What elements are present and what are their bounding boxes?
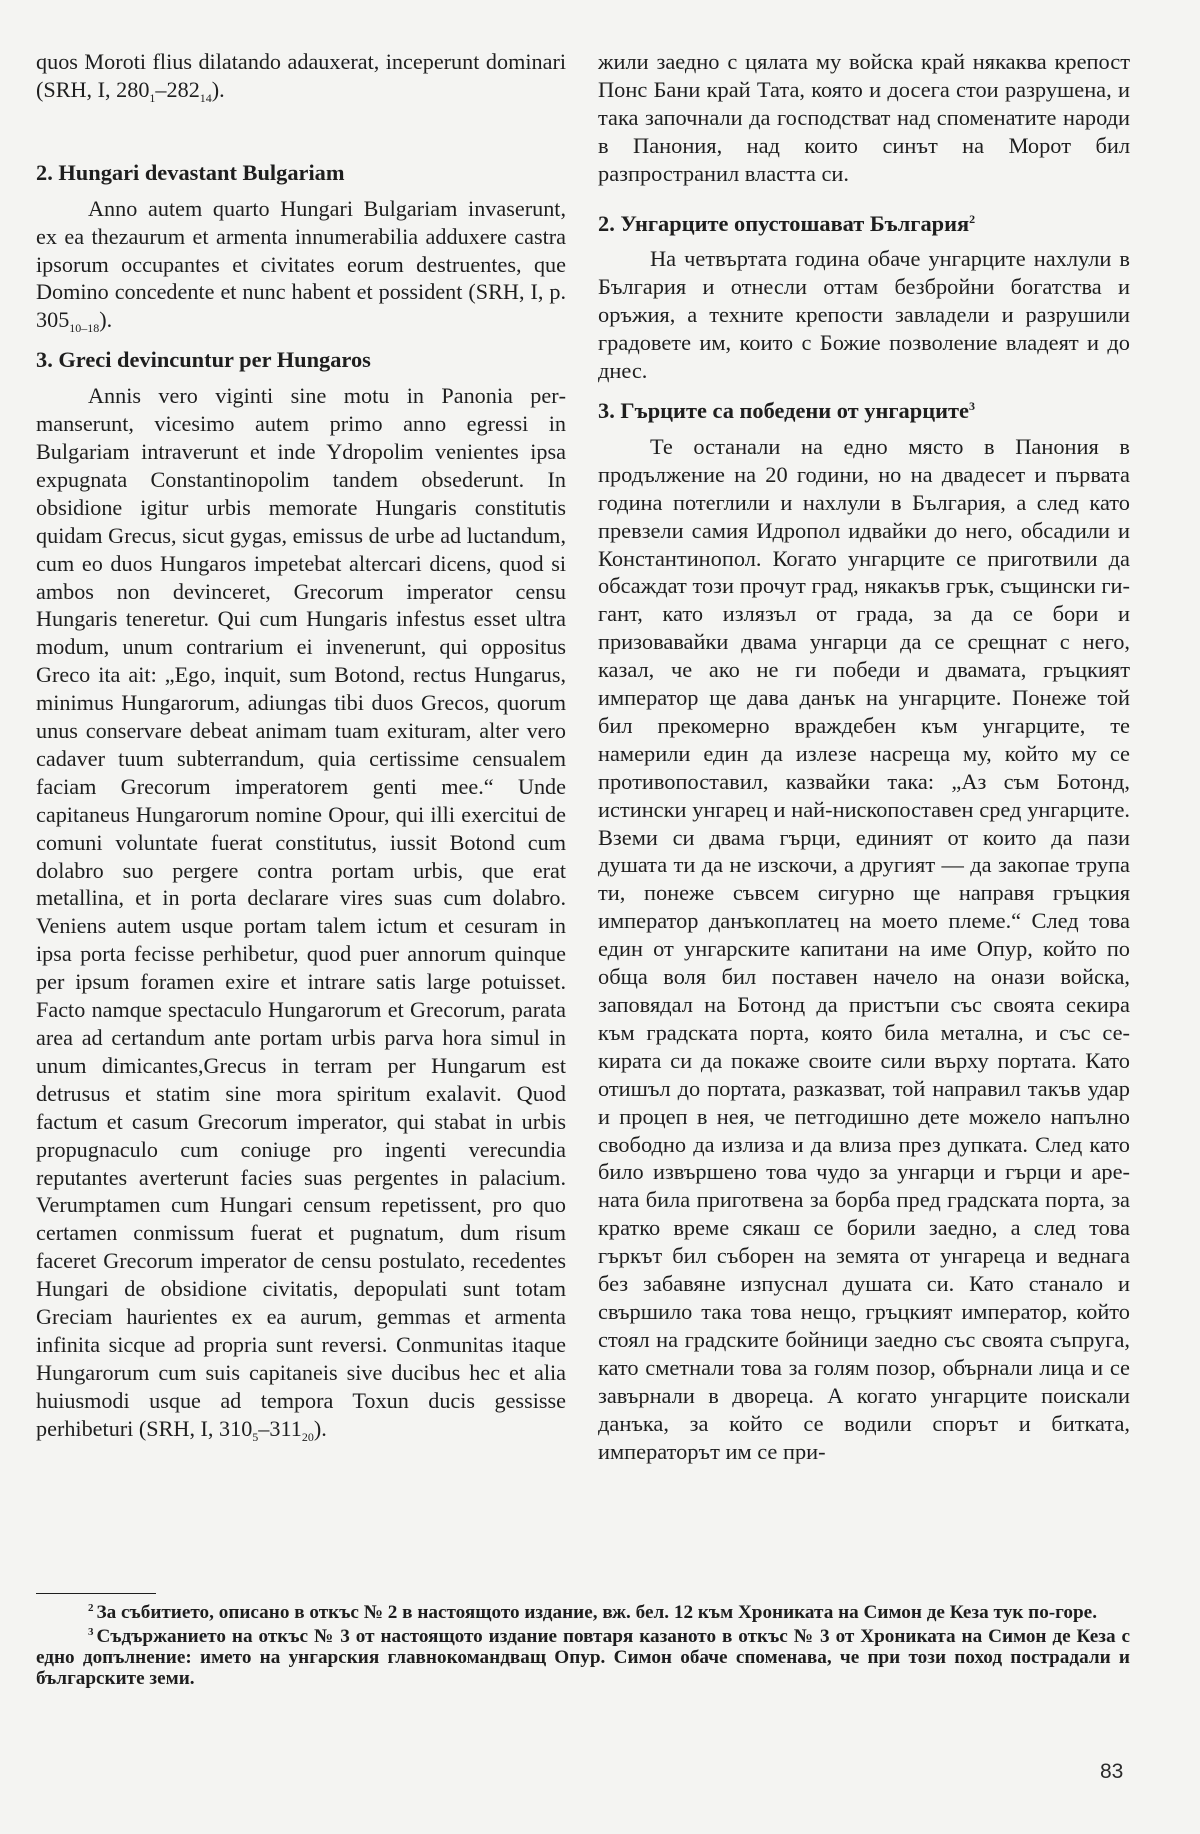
- text-run: ).: [313, 1415, 327, 1441]
- footnote-ref[interactable]: 2: [969, 211, 976, 226]
- text-run: Annis vero viginti sine motu in Panonia permanserunt, vicesimo autem primo anno egressi in Bulgariam intraverunt et inde Ydropolim venientes ipsa expugnata Constantinopolim tandem obsederunt. In obsidione igitur urbis memorate Hungaris constitutis quidam Grecus, sicut gygas, emissus de urbe ad luctandum, cum eo duos Hungaros impetebat altercari dicens, quod si ambos non devinceret, Grecorum imperator censu Hungaris teneretur. Qui cum Hungaris infestus esset ultra modum, unum contrarium ei invenerunt, qui oppositus Greco ita ait: „Ego, inquit, sum Botond, rectus Hungarus, minimus Hungarorum, adiungas tibi duos Grecos, quorum unus conservare debeat animam tuam exituram, alter vero cadaver tuum subterrandum, quia certissime censualem faciam Grecorum imperatorem genti mee.“ Unde capitaneus Hungarorum nomine Opour, qui illi exercitui de comuni voluntate fuerat constitutus, iussit Botond cum dolabro suo pergere contra portam urbis, que erat metallina, et in porta declarare vires suas cum dolabro. Veniens autem usque portam talem ictum et cesuram in ipsa porta fecisse perhibetur, quod puer annorum quinque per ipsum foramen exire et intrare satis large potuisset. Facto namque spectaculo Hungarorum et Grecorum, parata area ad certandum ante portam urbis parva hora simul in unum dimicantes,Grecus in terram per Hungarum est detrusus et statim sine mora spiritum exalavit. Quod factum et casum Grecorum imperator, qui stabat in urbis propugnaculo cum coniuge pro ingenti verecundia reputantes averterunt facies suas pergentes in palacium. Verumptamen cum Hungari censum repetissent, pro quo certamen conmissum fuerat et pugnatum, dum risum faceret Grecorum imperator de censu postulato, recedentes Hungari de obsidione civitatis, depopulati sunt totam Greciam haurientes ex ea aurum, gemmas et armenta infinita sicque ad propria sunt reversi. Conmunitas itaque Hungarorum cum suis capitaneis sive ducibus hec et alia huiusmodi usque ad tempora Toxun ducis gessisse perhibeturi (SRH, I, 310: [36, 383, 566, 1441]
- line-ref-subscript: 1: [149, 90, 156, 105]
- bulgarian-section-3-paragraph: Те останали на едно място в Панония в продължение на 20 години, но на двадесет и първата година потеглили и нахлули в България, а след като превзели самия Идропол идвайки до него, обсадили и Константинопол. Когато унгарците се приготвили да обсаждат този прочут град, някакъв грък, същински гигант, като излязъл от града, за да се бори и призовавайки двама унгарци да се срещнат с него, казал, че ако не ги победи и двамата, гръцкият император ще дава данък на унгарците. Понеже той бил прекомерно враждебен към унгарците, те намерили един да излезе насреща му, който му се противопоставил, казвайки така: „Аз съм Ботонд, истински унгарец и най-нископоставен сред унгарците. Вземи си двама гърци, единият от които да пази душата ти да не изскочи, а другият — да закопае трупа ти, понеже съвсем сигурно ще направя гръцкия император данъкоплатец на моето племе.“ След това един от унгарските капитани на име Опур, който по обща воля бил поставен начело на онази войска, заповядал на Ботонд да пристъпи със своята секира към градската порта, която била метална, и със секирата си да покаже своите сили върху портата. Като отишъл до портата, разказват, той направил такъв удар и процеп в нея, че петгодишно дете можело напълно свободно да излиза и да влиза през дупката. След като било извършено това чудо за унгарци и гърци и арената била приготвена за борба пред градската порта, за кратко време сякаш се борили заедно, а след това гъркът бил съборен на земята от унгареца и веднага без забавяне изпуснал душата си. Като станало и свършило така това нещо, гръцкият император, който стоял на градските бойници заедно със своята съпруга, като сметнали това за голям позор, обърнали лица и се завърнали в двореца. А когато унгарците поискали данъка, за който се водили спорът и битката, императорът им се при-: [598, 433, 1130, 1464]
- latin-section-2-paragraph: [36, 195, 566, 335]
- bulgarian-intro-paragraph: жили заедно с цялата му войска край някаква крепост Понс Бани край Тата, която и досега стои разрушена, и така започнали да господстват над споменатите народи в Панония, над които синът на Морот бил разпространил властта си.: [598, 49, 1130, 186]
- footnote-ref[interactable]: 3: [968, 398, 975, 413]
- footnote-text: За събитието, описано в откъс № 2 в настоящото издание, вж. бел. 12 към Хрониката на Симон де Кеза тук по-горе.: [96, 1602, 1097, 1623]
- text-run: Anno autem quarto Hungari Bulgariam invaserunt, ex ea thezaurum et armenta innumerabilia adduxere castra ipsorum occupantes et civitates eorum destruentes, que Domino concedente et nunc habent et possident (SRH, I, p. 305: [36, 195, 566, 333]
- heading-text: 3. Гърците са победени от унгарците: [598, 397, 969, 423]
- bulgarian-section-3-heading: [598, 397, 1130, 425]
- footnote-mark: 3: [88, 1626, 94, 1638]
- line-ref-subscript: 14: [199, 90, 212, 105]
- footnotes: [36, 1593, 1130, 1692]
- footnote-3: [36, 1626, 1130, 1689]
- page-number: 83: [1100, 1760, 1124, 1783]
- footnote-text: Съдържанието на откъс № 3 от настоящото издание повтаря казаното в откъс № 3 от Хрониката на Симон де Кеза с едно допълнение: името на унгарския главнокомандващ Опур. Симон обаче споменава, че при този поход пострадали и българските земи.: [36, 1626, 1130, 1689]
- footnote-mark: 2: [88, 1602, 94, 1614]
- latin-section-2-heading: 2. Hungari devastant Bulgariam: [36, 159, 345, 185]
- footnote-2: [36, 1602, 1130, 1623]
- line-ref-subscript: 5: [252, 1429, 259, 1444]
- line-ref-subscript: 20: [301, 1429, 314, 1444]
- footnote-divider: [36, 1593, 156, 1594]
- latin-section-3-heading: 3. Greci devincuntur per Hungaros: [36, 347, 371, 373]
- line-ref-subscript: 10–18: [69, 321, 100, 336]
- bulgarian-section-2-paragraph: На четвъртата година обаче унгарците нахлули в България и отнесли оттам безбройни богатства и оръжия, а техните крепости завладели и разрушили градовете им, които с Божие позволение владеят и до днес.: [598, 246, 1130, 384]
- text-run: quos Moroti flius dilatando adauxerat, inceperunt dominari (SRH, I, 280: [36, 49, 566, 102]
- text-run: ).: [99, 307, 113, 333]
- latin-section-3-paragraph: [36, 382, 566, 1442]
- latin-column: [36, 48, 566, 1443]
- bulgarian-column: [598, 48, 1130, 1465]
- bulgarian-section-2-heading: [598, 210, 1130, 238]
- latin-intro-paragraph: [36, 48, 566, 104]
- text-run: ).: [211, 76, 225, 102]
- heading-text: 2. Унгарците опустошават България: [598, 210, 970, 236]
- text-run: –282: [155, 76, 200, 102]
- text-run: –311: [258, 1415, 302, 1441]
